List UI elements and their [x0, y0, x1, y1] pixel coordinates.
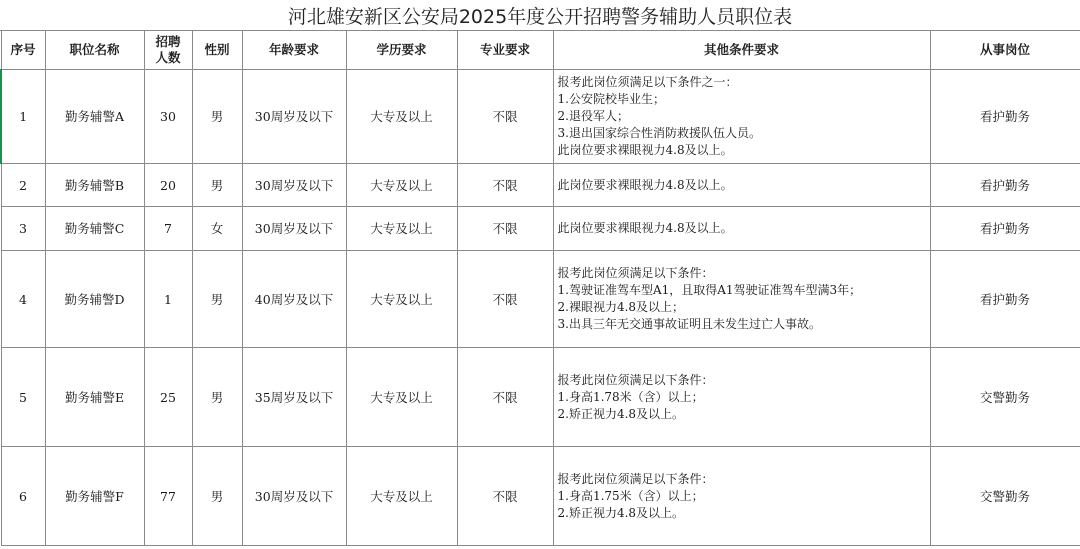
header-count[interactable] [144, 31, 192, 70]
condition-line: 3.退出国家综合性消防救援队伍人员。 [557, 126, 761, 140]
header-position[interactable]: 职位名称 [45, 31, 144, 70]
header-count-line1: 招聘 [155, 34, 181, 49]
cell-duty[interactable]: 看护勤务 [930, 164, 1080, 207]
cell-count[interactable]: 20 [144, 164, 192, 207]
cell-position[interactable]: 勤务辅警A [45, 70, 144, 164]
cell-age[interactable]: 30周岁及以下 [242, 70, 346, 164]
cell-age[interactable]: 30周岁及以下 [242, 447, 346, 546]
cell-age[interactable]: 30周岁及以下 [242, 207, 346, 251]
cell-gender[interactable]: 男 [192, 348, 242, 447]
cell-conditions[interactable] [553, 447, 930, 546]
table-row [1, 447, 1080, 546]
table-row [1, 207, 1080, 251]
cell-seq[interactable]: 2 [1, 164, 45, 207]
header-seq[interactable]: 序号 [1, 31, 45, 70]
cell-position[interactable]: 勤务辅警C [45, 207, 144, 251]
cell-education[interactable]: 大专及以上 [346, 207, 457, 251]
header-other[interactable]: 其他条件要求 [553, 31, 930, 70]
cell-major[interactable]: 不限 [457, 70, 553, 164]
header-row [1, 31, 1080, 70]
header-gender[interactable]: 性别 [192, 31, 242, 70]
cell-major[interactable]: 不限 [457, 251, 553, 348]
cell-education[interactable]: 大专及以上 [346, 164, 457, 207]
cell-seq[interactable]: 3 [1, 207, 45, 251]
cell-position[interactable]: 勤务辅警B [45, 164, 144, 207]
table-title: 河北雄安新区公安局2025年度公开招聘警务辅助人员职位表 [0, 0, 1080, 31]
header-count-line2: 人数 [155, 50, 181, 65]
cell-seq[interactable]: 6 [1, 447, 45, 546]
condition-line: 3.出具三年无交通事故证明且未发生过亡人事故。 [557, 317, 821, 331]
cell-duty[interactable]: 交警勤务 [930, 348, 1080, 447]
cell-conditions[interactable] [553, 70, 930, 164]
condition-line: 2.矫正视力4.8及以上。 [557, 505, 685, 520]
condition-line: 1.驾驶证准驾车型A1，且取得A1驾驶证准驾车型满3年； [557, 283, 862, 297]
header-education[interactable]: 学历要求 [346, 31, 457, 70]
condition-line: 报考此岗位须满足以下条件： [557, 372, 714, 387]
cell-gender[interactable]: 男 [192, 447, 242, 546]
cell-position[interactable]: 勤务辅警D [45, 251, 144, 348]
cell-major[interactable]: 不限 [457, 348, 553, 447]
positions-table [0, 30, 1080, 546]
table-row [1, 348, 1080, 447]
condition-line: 报考此岗位须满足以下条件： [557, 471, 714, 486]
condition-line: 2.裸眼视力4.8及以上； [557, 300, 685, 314]
table-row [1, 164, 1080, 207]
cell-count[interactable]: 1 [144, 251, 192, 348]
cell-education[interactable]: 大专及以上 [346, 70, 457, 164]
cell-conditions[interactable] [553, 164, 930, 207]
cell-count[interactable]: 25 [144, 348, 192, 447]
cell-age[interactable]: 40周岁及以下 [242, 251, 346, 348]
cell-education[interactable]: 大专及以上 [346, 348, 457, 447]
condition-line: 报考此岗位须满足以下条件之一： [557, 75, 738, 89]
cell-gender[interactable]: 男 [192, 164, 242, 207]
cell-conditions[interactable] [553, 251, 930, 348]
condition-line: 此岗位要求裸眼视力4.8及以上。 [557, 221, 733, 235]
header-age[interactable]: 年龄要求 [242, 31, 346, 70]
cell-age[interactable]: 35周岁及以下 [242, 348, 346, 447]
header-duty[interactable]: 从事岗位 [930, 31, 1080, 70]
condition-line: 1.公安院校毕业生； [557, 92, 665, 106]
cell-duty[interactable]: 看护勤务 [930, 70, 1080, 164]
cell-age[interactable]: 30周岁及以下 [242, 164, 346, 207]
condition-line: 2.矫正视力4.8及以上。 [557, 406, 685, 421]
condition-line: 此岗位要求裸眼视力4.8及以上。 [557, 143, 733, 157]
cell-education[interactable]: 大专及以上 [346, 447, 457, 546]
cell-seq[interactable]: 1 [1, 70, 45, 164]
table-row [1, 251, 1080, 348]
condition-line: 1.身高1.78米（含）以上； [557, 389, 704, 404]
cell-conditions[interactable] [553, 348, 930, 447]
cell-education[interactable]: 大专及以上 [346, 251, 457, 348]
cell-major[interactable]: 不限 [457, 447, 553, 546]
cell-gender[interactable]: 男 [192, 70, 242, 164]
cell-position[interactable]: 勤务辅警F [45, 447, 144, 546]
cell-count[interactable]: 77 [144, 447, 192, 546]
cell-count[interactable]: 7 [144, 207, 192, 251]
condition-line: 报考此岗位须满足以下条件： [557, 266, 714, 280]
condition-line: 此岗位要求裸眼视力4.8及以上。 [557, 177, 733, 192]
header-major[interactable]: 专业要求 [457, 31, 553, 70]
cell-major[interactable]: 不限 [457, 164, 553, 207]
cell-duty[interactable]: 交警勤务 [930, 447, 1080, 546]
cell-gender[interactable]: 男 [192, 251, 242, 348]
cell-seq[interactable]: 5 [1, 348, 45, 447]
cell-count[interactable]: 30 [144, 70, 192, 164]
cell-duty[interactable]: 看护勤务 [930, 207, 1080, 251]
condition-line: 2.退役军人； [557, 109, 629, 123]
cell-conditions[interactable] [553, 207, 930, 251]
cell-major[interactable]: 不限 [457, 207, 553, 251]
cell-gender[interactable]: 女 [192, 207, 242, 251]
cell-position[interactable]: 勤务辅警E [45, 348, 144, 447]
cell-duty[interactable]: 看护勤务 [930, 251, 1080, 348]
cell-seq[interactable]: 4 [1, 251, 45, 348]
condition-line: 1.身高1.75米（含）以上； [557, 488, 704, 503]
table-row [1, 70, 1080, 164]
